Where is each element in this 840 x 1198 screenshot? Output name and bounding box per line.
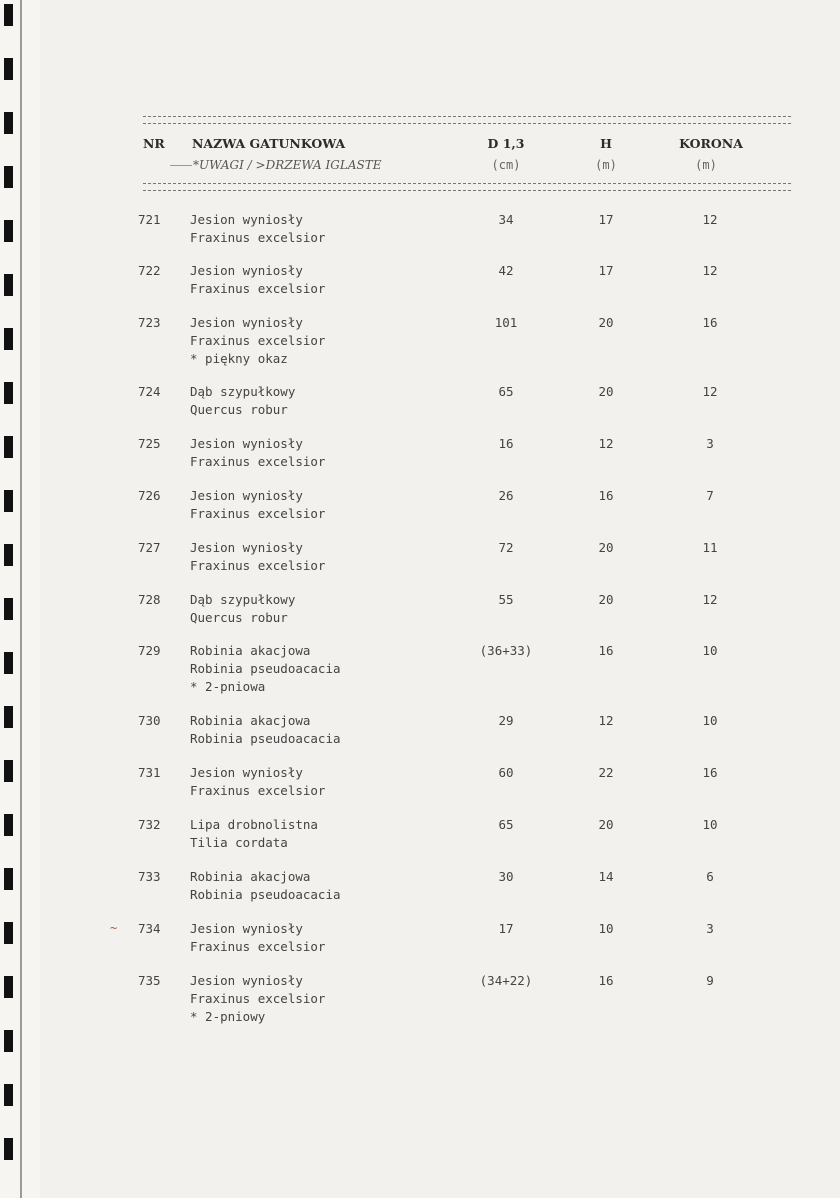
binding-hole <box>4 4 13 26</box>
row-number: 729 <box>138 643 161 658</box>
row-diameter: 34 <box>498 212 514 227</box>
species-polish-name: Dąb szypułkowy <box>190 592 296 607</box>
binding-hole <box>4 166 13 188</box>
binding-hole <box>4 58 13 80</box>
binding-hole <box>4 706 13 728</box>
row-diameter: (34+22) <box>479 973 533 988</box>
row-crown: 11 <box>702 540 718 555</box>
row-crown: 3 <box>706 921 714 936</box>
species-polish-name: Jesion wyniosły <box>190 540 303 555</box>
row-number: 725 <box>138 436 161 451</box>
row-number: 732 <box>138 817 161 832</box>
row-diameter: 30 <box>498 869 514 884</box>
row-number: 724 <box>138 384 161 399</box>
row-number: 722 <box>138 263 161 278</box>
binding-hole <box>4 112 13 134</box>
header-korona: KORONA <box>679 136 743 151</box>
row-number: 734 <box>138 921 161 936</box>
row-number: 735 <box>138 973 161 988</box>
species-latin-name: Quercus robur <box>190 610 288 625</box>
row-height: 17 <box>598 212 614 227</box>
row-crown: 10 <box>702 643 718 658</box>
row-note: * 2-pniowa <box>190 679 266 694</box>
species-polish-name: Jesion wyniosły <box>190 921 303 936</box>
species-latin-name: Tilia cordata <box>190 835 288 850</box>
row-crown: 16 <box>702 765 718 780</box>
row-diameter: 55 <box>498 592 514 607</box>
binding-hole <box>4 1084 13 1106</box>
species-polish-name: Jesion wyniosły <box>190 488 303 503</box>
binding-edge <box>20 0 22 1198</box>
binding-hole <box>4 760 13 782</box>
row-diameter: 26 <box>498 488 514 503</box>
row-height: 12 <box>598 713 614 728</box>
binding-hole <box>4 1030 13 1052</box>
row-height: 12 <box>598 436 614 451</box>
species-latin-name: Robinia pseudoacacia <box>190 887 341 902</box>
row-number: 730 <box>138 713 161 728</box>
species-polish-name: Lipa drobnolistna <box>190 817 318 832</box>
binding-hole <box>4 274 13 296</box>
row-number: 733 <box>138 869 161 884</box>
species-polish-name: Dąb szypułkowy <box>190 384 296 399</box>
row-diameter: 65 <box>498 384 514 399</box>
row-crown: 12 <box>702 263 718 278</box>
binding-hole <box>4 976 13 998</box>
species-latin-name: Fraxinus excelsior <box>190 506 326 521</box>
species-polish-name: Jesion wyniosły <box>190 212 303 227</box>
species-polish-name: Jesion wyniosły <box>190 973 303 988</box>
species-latin-name: Robinia pseudoacacia <box>190 731 341 746</box>
binding-hole <box>4 544 13 566</box>
row-number: 721 <box>138 212 161 227</box>
row-height: 20 <box>598 315 614 330</box>
row-height: 10 <box>598 921 614 936</box>
row-diameter: 16 <box>498 436 514 451</box>
header-h-unit: (m) <box>595 158 617 172</box>
binding-hole <box>4 922 13 944</box>
row-crown: 7 <box>706 488 714 503</box>
species-latin-name: Robinia pseudoacacia <box>190 661 341 676</box>
row-height: 20 <box>598 592 614 607</box>
row-diameter: 101 <box>494 315 518 330</box>
species-polish-name: Jesion wyniosły <box>190 263 303 278</box>
header-d: D 1,3 <box>487 136 525 151</box>
binding-hole <box>4 598 13 620</box>
binding-hole <box>4 382 13 404</box>
row-height: 20 <box>598 817 614 832</box>
row-crown: 9 <box>706 973 714 988</box>
row-height: 22 <box>598 765 614 780</box>
row-crown: 12 <box>702 212 718 227</box>
species-latin-name: Fraxinus excelsior <box>190 230 326 245</box>
row-number: 731 <box>138 765 161 780</box>
species-polish-name: Jesion wyniosły <box>190 315 303 330</box>
row-number: 726 <box>138 488 161 503</box>
binding-hole <box>4 436 13 458</box>
row-note: * 2-pniowy <box>190 1009 266 1024</box>
row-height: 17 <box>598 263 614 278</box>
row-diameter: 42 <box>498 263 514 278</box>
species-latin-name: Fraxinus excelsior <box>190 939 326 954</box>
species-latin-name: Fraxinus excelsior <box>190 991 326 1006</box>
header-dash <box>170 165 192 166</box>
species-latin-name: Fraxinus excelsior <box>190 281 326 296</box>
row-diameter: 72 <box>498 540 514 555</box>
species-latin-name: Fraxinus excelsior <box>190 454 326 469</box>
row-crown: 12 <box>702 592 718 607</box>
row-height: 20 <box>598 384 614 399</box>
row-number: 727 <box>138 540 161 555</box>
margin-mark: ~ <box>110 921 118 935</box>
row-number: 723 <box>138 315 161 330</box>
species-polish-name: Robinia akacjowa <box>190 869 311 884</box>
species-latin-name: Quercus robur <box>190 402 288 417</box>
row-diameter: (36+33) <box>479 643 533 658</box>
species-latin-name: Fraxinus excelsior <box>190 333 326 348</box>
species-polish-name: Robinia akacjowa <box>190 643 311 658</box>
binding-hole <box>4 328 13 350</box>
binding-hole <box>4 652 13 674</box>
binding-hole <box>4 868 13 890</box>
binding-hole <box>4 814 13 836</box>
species-polish-name: Jesion wyniosły <box>190 765 303 780</box>
header-nr: NR <box>143 136 165 151</box>
separator-bottom <box>143 183 791 191</box>
row-height: 16 <box>598 488 614 503</box>
row-diameter: 60 <box>498 765 514 780</box>
species-polish-name: Jesion wyniosły <box>190 436 303 451</box>
binding-hole <box>4 220 13 242</box>
species-latin-name: Fraxinus excelsior <box>190 558 326 573</box>
row-height: 20 <box>598 540 614 555</box>
header-nazwa: NAZWA GATUNKOWA <box>192 136 346 151</box>
binding-hole <box>4 1138 13 1160</box>
row-diameter: 17 <box>498 921 514 936</box>
separator-top <box>143 116 791 124</box>
row-height: 16 <box>598 973 614 988</box>
header-uwagi: *UWAGI / >DRZEWA IGLASTE <box>193 158 382 172</box>
row-crown: 10 <box>702 713 718 728</box>
row-diameter: 65 <box>498 817 514 832</box>
row-crown: 12 <box>702 384 718 399</box>
row-note: * piękny okaz <box>190 351 288 366</box>
row-crown: 6 <box>706 869 714 884</box>
species-latin-name: Fraxinus excelsior <box>190 783 326 798</box>
header-h: H <box>600 136 612 151</box>
row-crown: 3 <box>706 436 714 451</box>
row-diameter: 29 <box>498 713 514 728</box>
header-korona-unit: (m) <box>695 158 717 172</box>
species-polish-name: Robinia akacjowa <box>190 713 311 728</box>
row-height: 14 <box>598 869 614 884</box>
row-crown: 10 <box>702 817 718 832</box>
row-height: 16 <box>598 643 614 658</box>
row-number: 728 <box>138 592 161 607</box>
header-d-unit: (cm) <box>491 158 521 172</box>
row-crown: 16 <box>702 315 718 330</box>
binding-hole <box>4 490 13 512</box>
